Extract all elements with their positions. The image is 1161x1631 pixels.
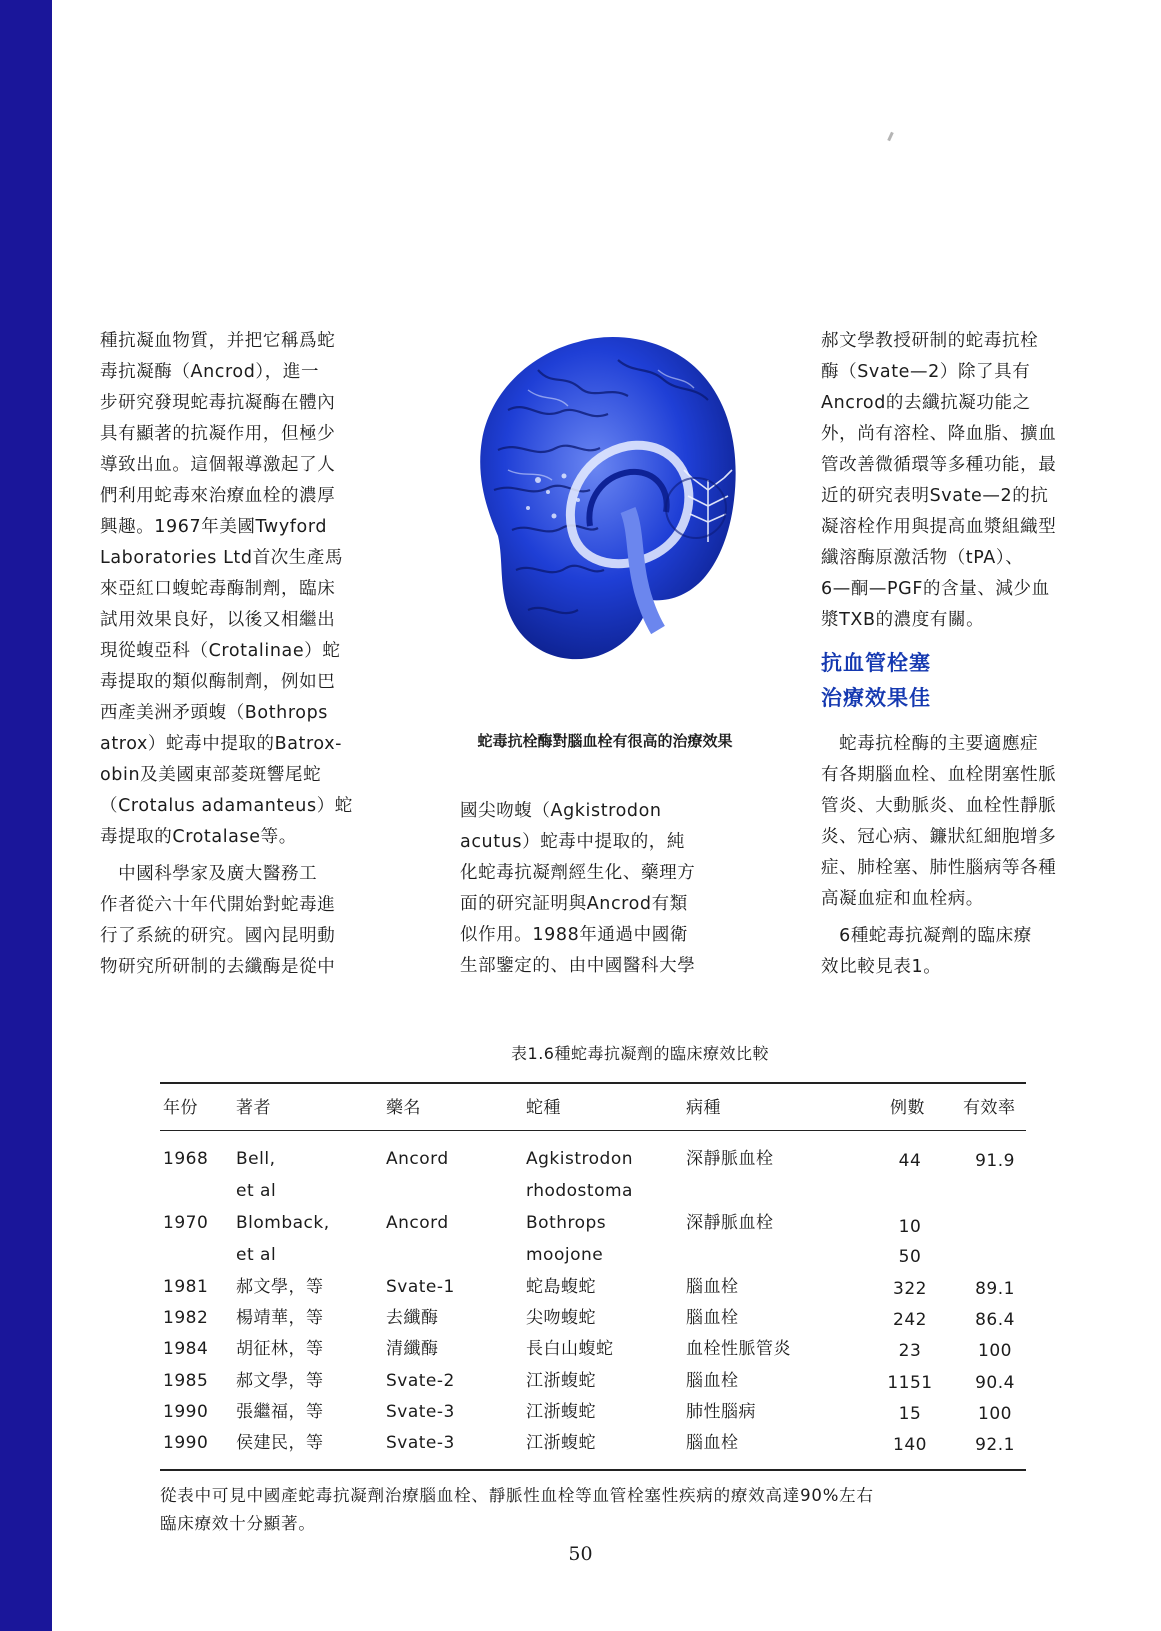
column-header-author: 著者 [236,1098,271,1118]
text-line: 具有顯著的抗凝作用，但極少 [100,424,336,444]
cell-year: 1970 [163,1213,209,1233]
text-line: 6—酮—PGF的含量、減少血 [821,579,1050,599]
column-header-cases: 例數 [890,1098,925,1118]
cell-disease: 腦血栓 [686,1277,739,1297]
text-line: 物研究所研制的去纖酶是從中 [100,957,336,977]
cell-rate: 90.4 [975,1373,1015,1393]
cell-drug: Svate-3 [386,1433,455,1453]
text-line: 症、肺栓塞、肺性腦病等各種 [821,858,1057,878]
cell-year: 1984 [163,1339,209,1359]
text-line: 西產美洲矛頭蝮（Bothrops [100,703,329,723]
cell-snake: 蛇島蝮蛇 [526,1277,596,1297]
cell-cases: 1151 [887,1373,933,1393]
cell-disease: 肺性腦病 [686,1402,756,1422]
left-column [100,330,375,990]
cell-snake: 尖吻蝮蛇 [526,1308,596,1328]
text-line: 管改善微循環等多種功能，最 [821,455,1057,475]
text-line: Laboratories Ltd首次生產馬 [100,548,344,568]
column-header-drug: 藥名 [386,1098,421,1118]
cell-year: 1990 [163,1433,209,1453]
text-line: 效比較見表1。 [821,957,942,977]
text-line: 興趣。1967年美國Twyford [100,517,328,537]
text-line: 有各期腦血栓、血栓閉塞性脈 [821,765,1057,785]
cell-author: 侯建民，等 [236,1433,324,1453]
text-line: （Crotalus adamanteus）蛇 [100,796,353,816]
cell-cases: 322 [893,1279,927,1299]
cell-year: 1982 [163,1308,209,1328]
illustration-caption: 蛇毒抗栓酶對腦血栓有很高的治療效果 [477,732,733,750]
text-line: 毒抗凝酶（Ancrod），進一 [100,362,320,382]
cell-disease: 腦血栓 [686,1433,739,1453]
text-line: acutus）蛇毒中提取的，純 [460,832,686,852]
text-line: 行了系統的研究。國內昆明動 [100,926,336,946]
text-line: 導致出血。這個報導激起了人 [100,455,336,475]
cell-author-cont: et al [236,1181,277,1201]
cell-drug: Ancord [386,1149,449,1169]
footnote-line: 臨床療效十分顯著。 [160,1514,316,1533]
stray-mark [887,132,894,141]
section-heading: 治療效果佳 [821,686,931,710]
cell-cases: 15 [898,1404,922,1424]
cell-snake: 江浙蝮蛇 [526,1433,596,1453]
text-line: 國尖吻蝮（Agkistrodon [460,801,662,821]
text-line: 毒提取的類似酶制劑，例如巴 [100,672,336,692]
cell-disease: 血栓性脈管炎 [686,1339,791,1359]
cell-cases-cont: 50 [898,1247,922,1267]
right-column [821,330,1091,990]
text-line: 外，尚有溶栓、降血脂、擴血 [821,424,1057,444]
text-line: 似作用。1988年通過中國衛 [460,925,688,945]
cell-year: 1985 [163,1371,209,1391]
page-number: 50 [568,1543,593,1565]
cell-author: 郝文學，等 [236,1371,324,1391]
text-line: 來亞紅口蝮蛇毒酶制劑，臨床 [100,579,336,599]
text-line: 面的研究証明與Ancrod有類 [460,894,688,914]
cell-snake: 長白山蝮蛇 [526,1339,614,1359]
text-line: obin及美國東部菱斑響尾蛇 [100,765,322,785]
cell-drug: 清纖酶 [386,1339,439,1359]
footnote-line: 從表中可見中國產蛇毒抗凝劑治療腦血栓、靜脈性血栓等血管栓塞性疾病的療效高達90%左右 [160,1486,874,1505]
cell-drug: Svate-3 [386,1402,455,1422]
column-header-year: 年份 [163,1098,198,1118]
table-top-rule [160,1082,1026,1084]
text-line: 漿TXB的濃度有關。 [821,610,985,630]
text-line: 化蛇毒抗凝劑經生化、藥理方 [460,863,696,883]
cell-year: 1981 [163,1277,209,1297]
cell-rate: 89.1 [975,1279,1015,1299]
text-line: 蛇毒抗栓酶的主要適應症 [821,734,1039,754]
cell-snake: Agkistrodon [526,1149,633,1169]
column-header-disease: 病種 [686,1098,721,1118]
cell-author: Blomback, [236,1213,330,1233]
table-header-rule [160,1130,1026,1131]
cell-snake: 江浙蝮蛇 [526,1371,596,1391]
cell-snake: 江浙蝮蛇 [526,1402,596,1422]
text-line: atrox）蛇毒中提取的Batrox- [100,734,343,754]
text-line: 毒提取的Crotalase等。 [100,827,297,847]
cell-disease: 深靜脈血栓 [686,1213,774,1233]
table-bottom-rule [160,1469,1026,1471]
cell-rate: 100 [978,1404,1012,1424]
cell-rate: 100 [978,1341,1012,1361]
cell-drug: 去纖酶 [386,1308,439,1328]
cell-rate: 92.1 [975,1435,1015,1455]
text-line: 近的研究表明Svate—2的抗 [821,486,1049,506]
cell-author-cont: et al [236,1245,277,1265]
cell-author: 楊靖華，等 [236,1308,324,1328]
section-heading: 抗血管栓塞 [821,651,931,675]
cell-disease: 腦血栓 [686,1371,739,1391]
brain-illustration-icon [468,330,748,670]
text-line: 纖溶酶原激活物（tPA）、 [821,548,1024,568]
text-line: 郝文學教授研制的蛇毒抗栓 [821,331,1039,351]
cell-snake-cont: rhodostoma [526,1181,633,1201]
text-line: 凝溶栓作用與提高血漿組織型 [821,517,1057,537]
cell-rate: 86.4 [975,1310,1015,1330]
text-line: 步研究發現蛇毒抗凝酶在體內 [100,393,336,413]
text-line: 管炎、大動脈炎、血栓性靜脈 [821,796,1057,816]
text-line: 現從蝮亞科（Crotalinae）蛇 [100,641,341,661]
cell-author: 胡征林，等 [236,1339,324,1359]
table-title: 表1.6種蛇毒抗凝劑的臨床療效比較 [511,1044,769,1063]
text-line: 生部鑒定的、由中國醫科大學 [460,956,696,976]
cell-rate: 91.9 [975,1151,1015,1171]
text-line: 試用效果良好，以後又相繼出 [100,610,336,630]
cell-cases: 140 [893,1435,927,1455]
cell-author: 郝文學，等 [236,1277,324,1297]
middle-column [460,800,735,1000]
cell-cases: 242 [893,1310,927,1330]
cell-cases: 10 [898,1217,922,1237]
cell-author: Bell, [236,1149,276,1169]
cell-author: 張繼福，等 [236,1402,324,1422]
text-line: 們利用蛇毒來治療血栓的濃厚 [100,486,336,506]
text-line: 中國科學家及廣大醫務工 [100,864,318,884]
cell-year: 1968 [163,1149,209,1169]
page-edge-bar [0,0,52,1631]
cell-drug: Svate-2 [386,1371,455,1391]
cell-disease: 腦血栓 [686,1308,739,1328]
text-line: Ancrod的去纖抗凝功能之 [821,393,1031,413]
text-line: 高凝血症和血栓病。 [821,889,984,909]
text-line: 種抗凝血物質，并把它稱爲蛇 [100,331,336,351]
text-line: 炎、冠心病、鐮狀紅細胞增多 [821,827,1057,847]
cell-drug: Svate-1 [386,1277,455,1297]
cell-cases: 23 [898,1341,922,1361]
text-line: 6種蛇毒抗凝劑的臨床療 [821,926,1032,946]
cell-disease: 深靜脈血栓 [686,1149,774,1169]
cell-drug: Ancord [386,1213,449,1233]
text-line: 酶（Svate—2）除了具有 [821,362,1031,382]
cell-snake-cont: moojone [526,1245,604,1265]
column-header-snake: 蛇種 [526,1098,561,1118]
cell-year: 1990 [163,1402,209,1422]
column-header-rate: 有效率 [963,1098,1016,1118]
cell-cases: 44 [898,1151,922,1171]
cell-snake: Bothrops [526,1213,607,1233]
text-line: 作者從六十年代開始對蛇毒進 [100,895,336,915]
